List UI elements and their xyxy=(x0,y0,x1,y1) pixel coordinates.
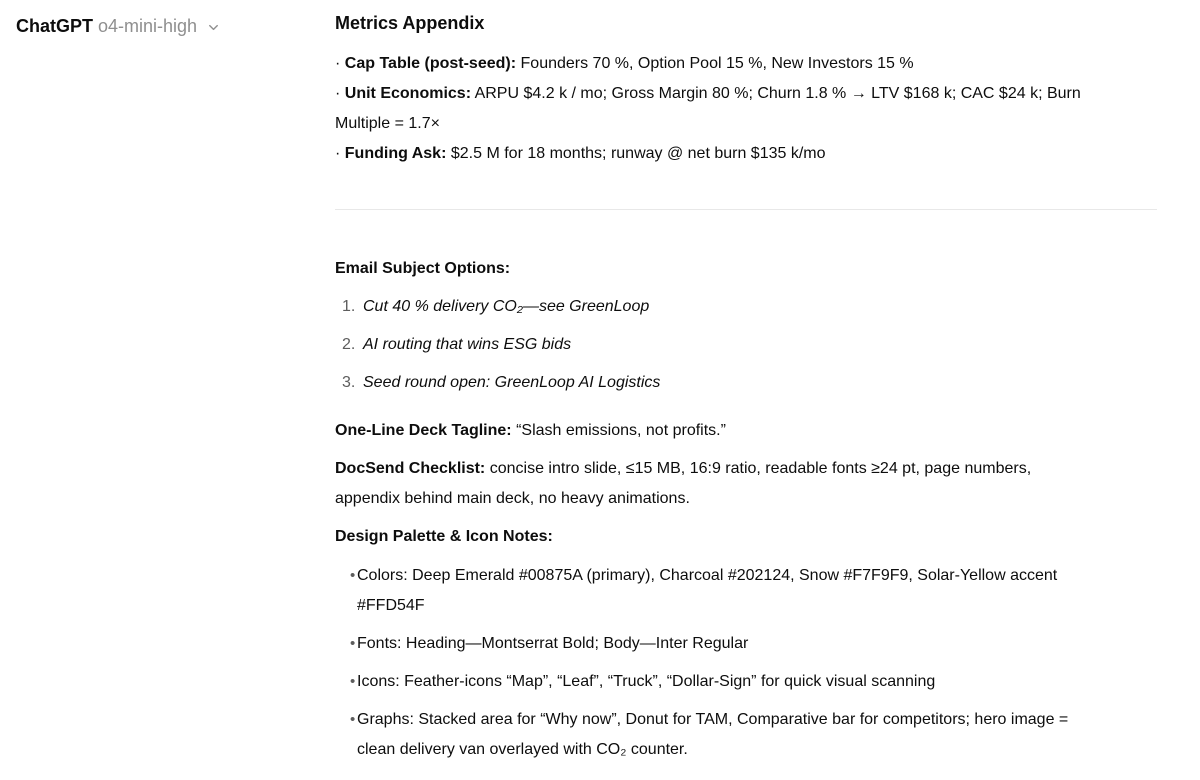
email-subject-list xyxy=(335,292,1157,398)
email-subject-option: Cut 40 % delivery CO₂—see GreenLoop xyxy=(363,298,650,315)
section-title: Metrics Appendix xyxy=(335,13,485,33)
list-number: 1. xyxy=(342,298,356,315)
email-subject-option: AI routing that wins ESG bids xyxy=(363,336,572,353)
design-note-icons: Icons: Feather-icons “Map”, “Leaf”, “Truck”, “Dollar-Sign” for quick visual scanning xyxy=(357,673,936,690)
email-subject-option: Seed round open: GreenLoop AI Logistics xyxy=(363,374,661,391)
model-selector[interactable] xyxy=(16,13,221,39)
chevron-down-icon xyxy=(206,20,221,35)
bullet-dot: • xyxy=(350,673,356,690)
bullet-dot: • xyxy=(350,711,356,728)
list-item xyxy=(335,368,1157,398)
design-note-fonts: Fonts: Heading—Montserrat Bold; Body—Inter Regular xyxy=(357,635,749,652)
middot-bullet: · xyxy=(335,85,341,102)
list-number: 3. xyxy=(342,374,356,391)
metric-line-cap-table xyxy=(335,49,1157,79)
bullet-dot: • xyxy=(350,635,356,652)
list-item xyxy=(335,330,1157,360)
list-item xyxy=(335,561,1157,621)
middot-bullet: · xyxy=(335,145,341,162)
design-notes-heading: Design Palette & Icon Notes: xyxy=(335,528,553,545)
brand-label: ChatGPT xyxy=(16,16,94,36)
metric-value: ARPU $4.2 k / mo; Gross Margin 80 %; Churn 1.8 % → LTV $168 k; CAC $24 k; Burn xyxy=(474,85,1081,102)
tagline-text: “Slash emissions, not profits.” xyxy=(516,422,726,439)
metric-value: $2.5 M for 18 months; runway @ net burn $135 k/mo xyxy=(450,145,826,162)
bullet-dot: • xyxy=(350,567,356,584)
list-item xyxy=(335,705,1157,765)
docsend-checklist-line xyxy=(335,454,1157,514)
assistant-message xyxy=(335,0,1157,765)
design-note-graphs: Graphs: Stacked area for “Why now”, Donut for TAM, Comparative bar for competitors; hero image = clean delivery van overlayed with CO₂ counter. xyxy=(357,711,1069,758)
metric-label: Funding Ask: xyxy=(344,145,447,162)
metric-line-unit-economics xyxy=(335,79,1157,139)
list-number: 2. xyxy=(342,336,356,353)
message-divider xyxy=(335,209,1157,210)
list-item xyxy=(335,292,1157,322)
metric-line-funding-ask xyxy=(335,139,1157,169)
tagline-label: One-Line Deck Tagline: xyxy=(335,422,512,439)
design-note-colors: Colors: Deep Emerald #00875A (primary), Charcoal #202124, Snow #F7F9F9, Solar-Yellow accent #FFD54F xyxy=(357,567,1058,614)
list-item xyxy=(335,667,1157,697)
email-subject-heading: Email Subject Options: xyxy=(335,260,511,277)
docsend-label: DocSend Checklist: xyxy=(335,460,486,477)
docsend-text: concise intro slide, ≤15 MB, 16:9 ratio, readable fonts ≥24 pt, page numbers, xyxy=(489,460,1032,477)
metric-label: Unit Economics: xyxy=(344,85,472,102)
metric-value: Founders 70 %, Option Pool 15 %, New Investors 15 % xyxy=(520,55,914,72)
metric-label: Cap Table (post-seed): xyxy=(344,55,517,72)
docsend-text-wrap: appendix behind main deck, no heavy animations. xyxy=(335,490,690,507)
metric-value-wrap: Multiple = 1.7× xyxy=(335,115,440,132)
model-name: o4-mini-high xyxy=(98,16,198,36)
design-notes-list xyxy=(335,561,1157,765)
list-item xyxy=(335,629,1157,659)
middot-bullet: · xyxy=(335,55,341,72)
deck-tagline-line xyxy=(335,416,1157,446)
